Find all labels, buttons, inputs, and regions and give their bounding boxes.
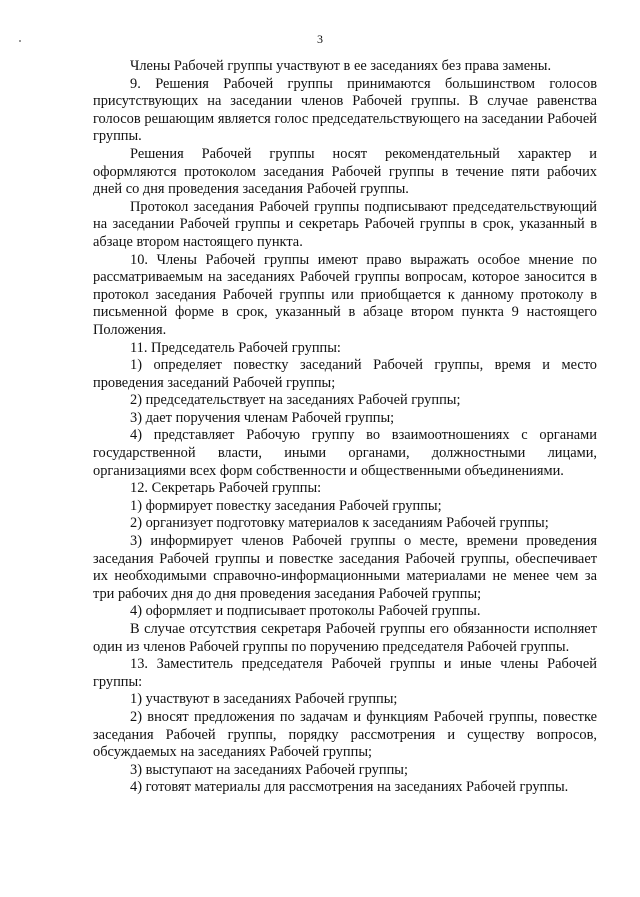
document-body xyxy=(93,58,597,797)
paragraph-11-chairman-heading: 11. Председатель Рабочей группы: xyxy=(130,339,341,356)
paragraph-12-item-2: 2) организует подготовку материалов к заседаниям Рабочей группы; xyxy=(130,515,549,532)
paragraph-13-item-2: 2) вносят предложения по задачам и функциям Рабочей группы, повестке заседания Рабочей группы, порядку рассмотрения и существу вопросов, обсуждаемых на заседаниях Рабочей группы; xyxy=(93,708,597,761)
paragraph-11-item-1: 1) определяет повестку заседаний Рабочей группы, время и место проведения заседаний Рабочей группы; xyxy=(93,357,597,391)
paragraph-decisions-advisory: Решения Рабочей группы носят рекомендательный характер и оформляются протоколом заседания Рабочей группы в течение пяти рабочих дней со дня проведения заседания Рабочей группы. xyxy=(93,145,597,198)
paragraph-12-item-4: 4) оформляет и подписывает протоколы Рабочей группы. xyxy=(130,603,481,620)
paragraph-11-item-4: 4) представляет Рабочую группу во взаимоотношениях с органами государственной власти, иными органами, должностными лицами, организациями всех форм собственности и общественными объединениями. xyxy=(93,427,597,479)
paragraph-12-item-3: 3) информирует членов Рабочей группы о месте, времени проведения заседания Рабочей группы и повестке заседания Рабочей группы, обеспечивает их необходимыми справочно-информационными материалами не менее чем за три рабочих дня до дня проведения заседания Рабочей группы; xyxy=(93,533,597,602)
paragraph-13-deputy-heading: 13. Заместитель председателя Рабочей группы и иные члены Рабочей группы: xyxy=(93,656,597,690)
page-number: 3 xyxy=(317,32,323,46)
paragraph-12-secretary-heading: 12. Секретарь Рабочей группы: xyxy=(130,480,322,497)
paragraph-9-decisions: 9. Решения Рабочей группы принимаются большинством голосов присутствующих на заседании членов Рабочей группы. В случае равенства голосов решающим является голос председательствующего на заседании Рабочей группы. xyxy=(93,75,597,145)
paragraph-13-item-3: 3) выступают на заседаниях Рабочей группы; xyxy=(130,761,408,778)
paragraph-13-item-4: 4) готовят материалы для рассмотрения на заседаниях Рабочей группы. xyxy=(130,779,569,796)
paragraph-11-item-2: 2) председательствует на заседаниях Рабочей группы; xyxy=(130,392,461,409)
paragraph-13-item-1: 1) участвуют в заседаниях Рабочей группы; xyxy=(130,691,398,708)
paragraph-10-special-opinion: 10. Члены Рабочей группы имеют право выражать особое мнение по рассматриваемым на заседаниях Рабочей группы вопросам, которое заносится в протокол заседания Рабочей группы или приобщается к данному протоколу в письменной форме в срок, указанный в абзаце втором пункта 9 настоящего Положения. xyxy=(93,251,597,338)
paragraph-11-item-3: 3) дает поручения членам Рабочей группы; xyxy=(130,409,395,426)
paragraph-members-participation: Члены Рабочей группы участвуют в ее заседаниях без права замены. xyxy=(130,58,552,74)
paragraph-12-item-1: 1) формирует повестку заседания Рабочей группы; xyxy=(130,497,442,514)
paragraph-protocol-signing: Протокол заседания Рабочей группы подписывают председательствующий на заседании Рабочей группы и секретарь Рабочей группы в срок, указанный в абзаце втором настоящего пункта. xyxy=(93,198,597,250)
paragraph-secretary-absence: В случае отсутствия секретаря Рабочей группы его обязанности исполняет один из членов Рабочей группы по поручению председателя Рабочей группы. xyxy=(93,621,597,655)
